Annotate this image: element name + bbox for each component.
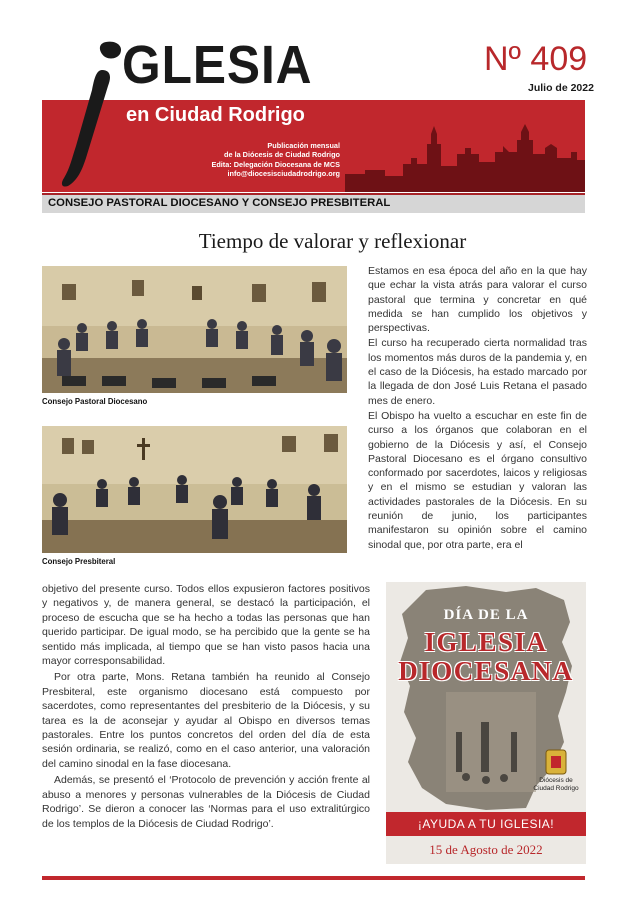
photo-caption: Consejo Presbiteral: [42, 557, 116, 566]
poster-diocese-name: [526, 777, 586, 793]
article-column-bottom: [42, 582, 370, 833]
diocese-coat-of-arms-icon: [546, 750, 566, 774]
article-paragraph: Estamos en esa época del año en la que hay que echar la vista atrás para valorar el curso pastoral que termina y concretar en qué medida se han cumplido los objetivos y perspectivas.: [368, 265, 587, 335]
publication-line: Edita: Delegación Diocesana de MCS: [211, 159, 340, 169]
issue-number: Nº 409: [484, 40, 588, 78]
poster-banner: ¡AYUDA A TU IGLESIA!: [386, 812, 586, 836]
article-paragraph: objetivo del presente curso. Todos ellos expusieron factores positivos y negativos y, de manera general, se destacó la participación, el proceso de escucha que se ha hecho a todas las personas que han querido participar. De igual modo, se ha percibido que la gente se ha sentido más implicada, al tiempo que se han visto pasos hacia una mayor corresponsabilidad.: [42, 583, 370, 668]
footer-rule: [42, 876, 585, 880]
masthead-subtitle: en Ciudad Rodrigo: [126, 104, 305, 126]
section-title: CONSEJO PASTORAL DIOCESANO Y CONSEJO PRESBITERAL: [48, 197, 391, 209]
article-paragraph: El Obispo ha vuelto a escuchar en este fin de curso a los órganos que colaboran en el gobierno de la Diócesis y así, el Consejo Pastoral Diocesano es el órgano consultivo conformado por sacerdotes, laicos y religiosas y en el mismo se estudian y valoran las actividades pastorales de la Diócesis. En su reunión de junio, los participantes manifestaron su opinión sobre el camino sinodal que, por otra parte, era el: [368, 409, 587, 551]
poster-line-2: IGLESIA: [424, 627, 548, 657]
section-bar: [42, 193, 585, 213]
poster-date: 15 de Agosto de 2022: [429, 842, 543, 857]
issue-date: Julio de 2022: [528, 82, 594, 94]
photo-consejo-pastoral: [42, 266, 347, 393]
dia-iglesia-diocesana-poster: [386, 582, 586, 864]
poster-line-3: DIOCESANA: [398, 656, 574, 686]
poster-diocese-line: Ciudad Rodrigo: [533, 784, 579, 792]
article-paragraph: Por otra parte, Mons. Retana también ha reunido al Consejo Presbiteral, este organismo diocesano está compuesto por sacerdotes, como representantes del presbiterio de la Diócesis, y su tarea es la de aconsejar y ayudar al Obispo en diversos temas pastorales. Entre los puntos concretos del orden del día de esta sesión ordinaria, se realizó, como en el caso anterior, una valoración del camino sinodal en la fase diocesana.: [42, 671, 370, 770]
publication-email: info@diocesisciudadrodrigo.org: [227, 169, 340, 179]
poster-diocese-line: Diócesis de: [539, 777, 573, 784]
article-headline: Tiempo de valorar y reflexionar: [198, 229, 467, 253]
publication-info: [160, 141, 340, 179]
article-column-right: [368, 264, 587, 553]
photo-caption: Consejo Pastoral Diocesano: [42, 397, 148, 406]
masthead-title: GLESIA: [122, 35, 313, 95]
poster-line-1: DÍA DE LA: [443, 607, 529, 623]
article-paragraph: El curso ha recuperado cierta normalidad tras los momentos más duros de la pandemia y, en el caso de la Diócesis, ha estado marcado por la llegada de don José Luis Retana el pasado mes de enero.: [368, 337, 587, 407]
publication-line: Publicación mensual: [267, 141, 340, 150]
photo-consejo-presbiteral: [42, 426, 347, 553]
article-paragraph: Además, se presentó el ‘Protocolo de prevención y acción frente al abuso a menores y personas vulnerables de la Diócesis de Ciudad Rodrigo’. Se dieron a conocer las ‘Normas para el uso extralitúrgico de los templos de la Diócesis de Ciudad Rodrigo’.: [42, 774, 370, 830]
city-skyline-silhouette: [345, 104, 585, 192]
logo-i-glyph: [58, 40, 128, 190]
publication-line: de la Diócesis de Ciudad Rodrigo: [224, 150, 340, 160]
